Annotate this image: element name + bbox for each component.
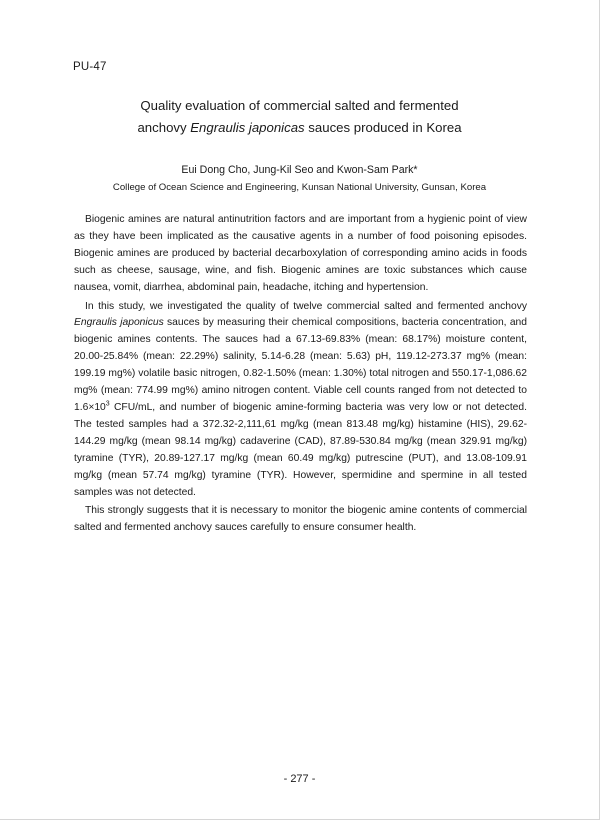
p2-text-b: sauces by measuring their chemical compositions, bacteria concentration, and biogenic amines contents. The sauces had a 67.13-69.83% (mean: 68.17%) moisture content, 20.00-25.84% (mean: 22.29%) salinity, 5.14-6.28 (mean: 5.63) pH, 119.12-273.37 mg% (mean: 199.19 mg%) volatile basic nitrogen, 0.82-1.50% (mean: 1.30%) total nitrogen and 550.17-1,086.62 mg% (mean: 774.99 mg%) amino nitrogen content. Viable cell counts ranged from not detected to 1.6×10 (74, 317, 528, 413)
abstract-paragraph-2 (74, 299, 527, 502)
paper-title (0, 95, 599, 139)
title-line-2 (0, 117, 599, 139)
abstract-paragraph-3: This strongly suggests that it is necessary to monitor the biogenic amine contents of commercial salted and fermented anchovy sauces carefully to ensure consumer health. (74, 505, 527, 534)
title-line-1: Quality evaluation of commercial salted and fermented (140, 98, 459, 113)
abstract-code: PU-47 (73, 61, 107, 73)
p2-species: Engraulis japonicus (74, 317, 164, 329)
affiliation: College of Ocean Science and Engineering, Kunsan National University, Gunsan, Korea (112, 182, 487, 193)
title-line-2-post: sauces produced in Korea (304, 120, 462, 135)
p2-text-a: In this study, we investigated the quality of twelve commercial salted and fermented anchovy (85, 300, 527, 312)
title-species: Engraulis japonicas (190, 120, 305, 135)
page-number: - 277 - (283, 773, 316, 785)
title-line-2-pre: anchovy (137, 120, 191, 135)
p2-text-c: CFU/mL, and number of biogenic amine-forming bacteria was very low or not detected. The tested samples had a 372.32-2,111,61 mg/kg (mean 813.48 mg/kg) histamine (HIS), 29.62-144.29 mg/kg (mean 98.14 mg/kg) cadaverine (CAD), 87.89-530.84 mg/kg (mean 329.91 mg/kg) tyramine (TYR), 20.89-127.17 mg/kg (mean 60.49 mg/kg) putrescine (PUT), and 13.08-109.91 mg/kg (mean 57.74 mg/kg) tyramine (TYR). However, spermidine and spermine in all tested samples was not detected. (74, 401, 527, 498)
abstract-body (74, 212, 527, 539)
author-list: Eui Dong Cho, Jung-Kil Seo and Kwon-Sam Park* (181, 164, 418, 176)
abstract-paragraph-1: Biogenic amines are natural antinutrition factors and are important from a hygienic point of view as they have been implicated as the causative agents in a number of food poisoning episodes. Biogenic amines are produced by bacterial decarboxylation of corresponding amino acids in foods such as cheese, sausage, wine, and fish. Biogenic amines are toxic substances which cause nausea, vomit, diarrhea, abdominal pain, headache, itching and hypertension. (74, 214, 527, 293)
p2-exponent: 3 (105, 400, 110, 408)
